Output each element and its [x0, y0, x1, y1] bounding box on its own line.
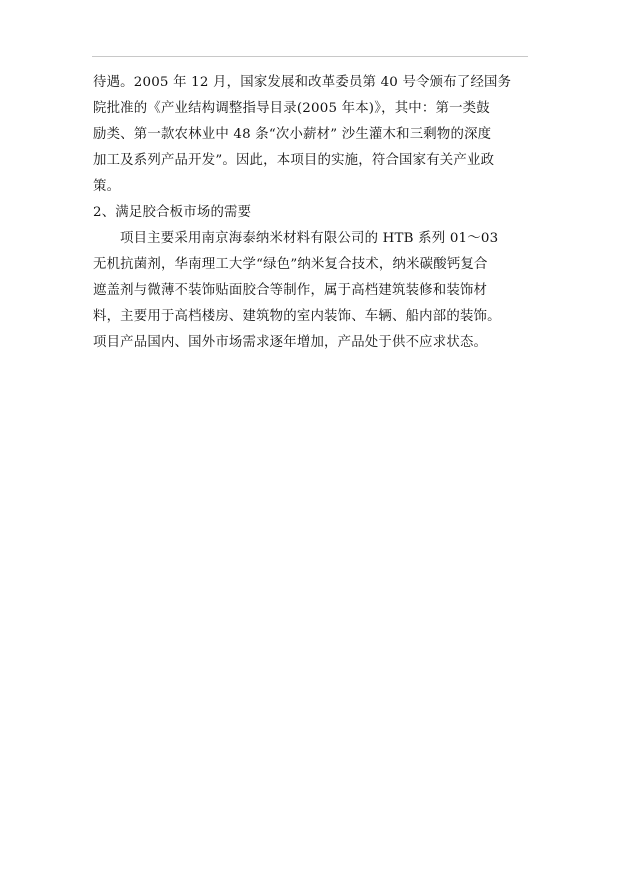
- paragraph-line: 策。: [93, 179, 121, 194]
- paragraph-line: 无机抗菌剂，华南理工大学“绿色”纳米复合技术，纳米碳酸钙复合: [93, 257, 488, 272]
- section-heading: 2、满足胶合板市场的需要: [93, 205, 252, 220]
- header-divider: [92, 56, 528, 57]
- document-body: [93, 70, 529, 356]
- paragraph-line: 项目主要采用南京海泰纳米材料有限公司的 HTB 系列 01～03: [120, 231, 499, 246]
- paragraph-line: 遮盖剂与微薄不装饰贴面胶合等制作，属于高档建筑装修和装饰材: [93, 283, 488, 298]
- paragraph-line: 院批准的《产业结构调整指导目录(2005 年本)》，其中：第一类鼓: [93, 101, 490, 116]
- paragraph-line: 项目产品国内、国外市场需求逐年增加，产品处于供不应求状态。: [93, 335, 488, 350]
- paragraph-line: 加工及系列产品开发”。因此，本项目的实施，符合国家有关产业政: [93, 153, 495, 168]
- paragraph-line: 料，主要用于高档楼房、建筑物的室内装饰、车辆、船内部的装饰。: [93, 309, 501, 324]
- paragraph-line: 励类、第一款农林业中 48 条“次小薪材” 沙生灌木和三剩物的深度: [93, 127, 492, 142]
- paragraph-line: 待遇。2005 年 12 月，国家发展和改革委员第 40 号令颁布了经国务: [93, 75, 512, 90]
